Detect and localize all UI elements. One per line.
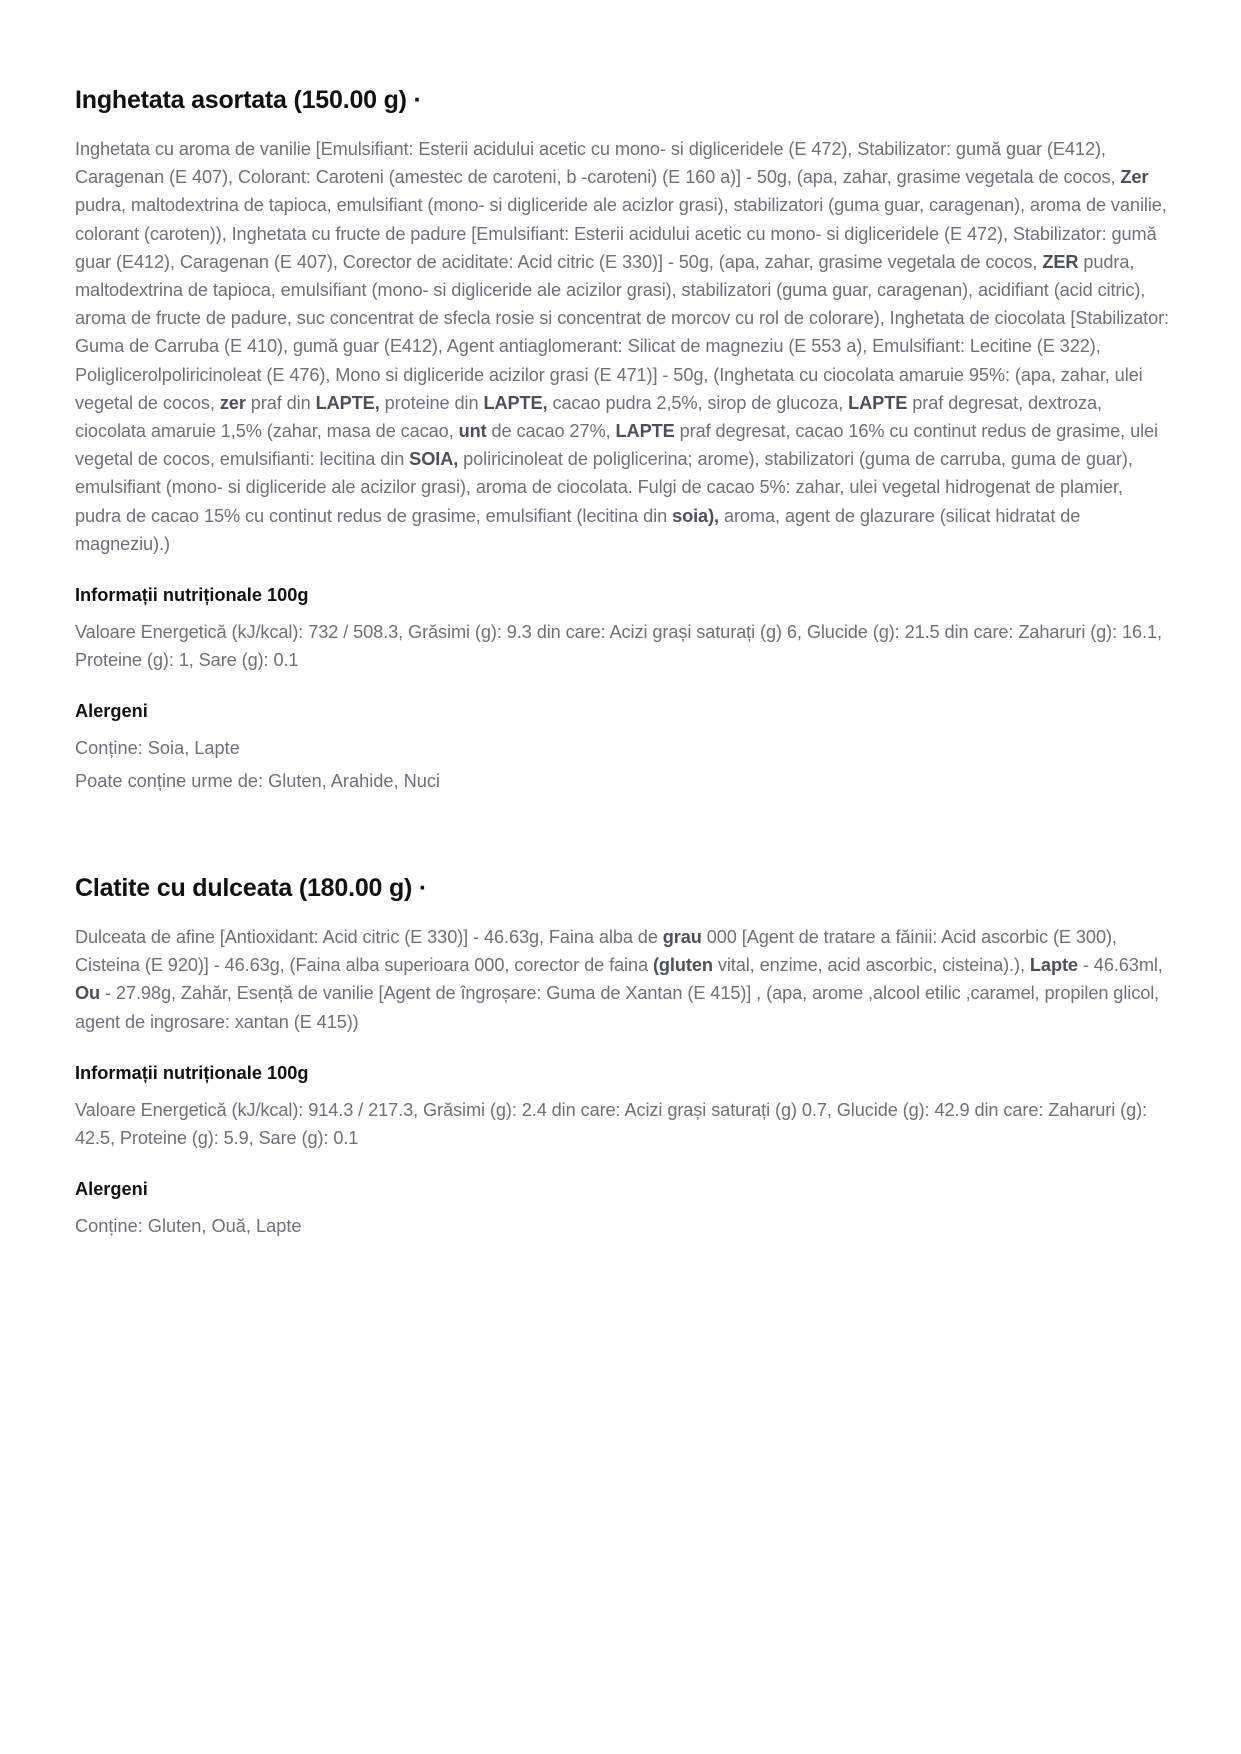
ingredients-text [75, 135, 1170, 558]
ingredient-segment: pudra, maltodextrina de tapioca, emulsifiant (mono- si digliceride ale acizlor grasi), stabilizatori (guma guar, caragenan), aroma de vanilie, colorant (caroten)), Inghetata cu fructe de padure [Emulsifiant: Esterii acidului acetic cu mono- si digliceridele (E 472), Stabilizator: gumă guar (E412), Caragenan (E 407), Corector de aciditate: Acid citric (E 330)] - 50g, (apa, zahar, grasime vegetala de cocos, [75, 195, 1167, 272]
ingredient-segment: cacao pudra 2,5%, sirop de glucoza, [547, 392, 849, 413]
ingredient-segment: - 46.63ml, [1077, 955, 1163, 976]
ingredient-segment: praf degresat, cacao 16% cu continut redus de grasime, ulei vegetal de cocos, emulsifianti: lecitina din [75, 421, 1158, 470]
ingredient-segment: de cacao 27%, [486, 421, 616, 442]
product-card-ice-cream [75, 80, 1170, 791]
allergen-highlight: LAPTE, [483, 392, 548, 413]
allergen-highlight: unt [458, 421, 487, 442]
allergen-highlight: (gluten [652, 955, 713, 976]
ingredient-segment: proteine din [379, 392, 484, 413]
nutrition-heading: Informații nutriționale 100g [75, 585, 309, 605]
allergens-heading: Alergeni [75, 1179, 148, 1199]
allergen-highlight: SOIA, [409, 449, 459, 470]
allergen-highlight: zer [219, 392, 246, 413]
allergen-highlight: grau [662, 927, 702, 947]
product-card-pancakes [75, 868, 1170, 1236]
allergen-highlight: Zer [1120, 167, 1149, 188]
ingredient-segment: praf din [245, 392, 316, 413]
allergen-highlight: Lapte [1029, 955, 1078, 976]
ingredient-segment: praf degresat, dextroza, ciocolata amaruie 1,5% (zahar, masa de cacao, [75, 392, 1102, 442]
allergen-highlight: soia), [672, 505, 719, 526]
allergens-contains: Conține: Gluten, Ouă, Lapte [75, 1216, 302, 1236]
allergen-highlight: ZER [1042, 251, 1079, 272]
allergen-highlight: LAPTE [615, 421, 675, 442]
ingredient-segment: pudra, maltodextrina de tapioca, emulsifiant (mono- si digliceride ale acizilor grasi), stabilizatori (guma guar, caragenan), acidifiant (acid citric), aroma de fructe de padure, suc concentrat de sfecla rosie si concentrat de morcov cu rol de colorare), Inghetata de ciocolata [Stabilizator: Guma de Carruba (E 410), gumă guar (E412), Agent antiaglomerant: Silicat de magneziu (E 553 a), Emulsifiant: Lecitine (E 322), Poliglicerolpoliricinoleat (E 476), Mono si digliceride acizilor grasi (E 471)] - 50g, (Inghetata cu ciocolata amaruie 95%: (apa, zahar, ulei vegetal de cocos, [75, 251, 1170, 413]
ingredient-segment: Dulceata de afine [Antioxidant: Acid citric (E 330)] - 46.63g, Faina alba de [75, 927, 663, 947]
product-title: Clatite cu dulceata (180.00 g) · [75, 874, 428, 902]
allergen-highlight: LAPTE, [315, 392, 380, 413]
ingredient-segment: Inghetata cu aroma de vanilie [Emulsifiant: Esterii acidului acetic cu mono- si digliceridele (E 472), Stabilizator: gumă guar (E412), Caragenan (E 407), Colorant: Caroteni (amestec de caroteni, b -caroteni) (E 160 a)] - 50g, (apa, zahar, grasime vegetala de cocos, [75, 139, 1121, 188]
ingredient-segment: - 27.98g, Zahăr, Esență de vanilie [Agent de îngroșare: Guma de Xantan (E 415)] , (apa, arome ,alcool etilic ,caramel, propilen glicol, agent de ingrosare: xantan (E 415)) [75, 983, 1160, 1032]
allergen-highlight: LAPTE [848, 392, 908, 413]
nutrition-text: Valoare Energetică (kJ/kcal): 914.3 / 217.3, Grăsimi (g): 2.4 din care: Acizi grași saturați (g) 0.7, Glucide (g): 42.9 din care: Zaharuri (g): 42.5, Proteine (g): 5.9, Sare (g): 0.1 [75, 1100, 1148, 1149]
allergens-heading: Alergeni [75, 701, 148, 721]
nutrition-heading: Informații nutriționale 100g [75, 1063, 309, 1083]
ingredient-segment: vital, enzime, acid ascorbic, cisteina).), [712, 955, 1030, 976]
allergens-contains: Conține: Soia, Lapte [75, 738, 240, 758]
allergens-may-contain: Poate conține urme de: Gluten, Arahide, Nuci [75, 771, 440, 791]
ingredients-text [75, 923, 1170, 1036]
ingredient-segment: aroma, agent de glazurare (silicat hidratat de magneziu).) [75, 505, 1081, 554]
allergen-highlight: Ou [75, 983, 101, 1004]
nutrition-text: Valoare Energetică (kJ/kcal): 732 / 508.3, Grăsimi (g): 9.3 din care: Acizi grași saturați (g) 6, Glucide (g): 21.5 din care: Zaharuri (g): 16.1, Proteine (g): 1, Sare (g): 0.1 [75, 622, 1162, 671]
ingredient-segment: poliricinoleat de poliglicerina; arome), stabilizatori (guma de carruba, guma de guar), emulsifiant (mono- si digliceride ale acizilor grasi), aroma de ciocolata. Fulgi de cacao 5%: zahar, ulei vegetal hidrogenat de plamier, pudra de cacao 15% cu continut redus de grasime, emulsifiant (lecitina din [75, 449, 1133, 526]
product-title: Inghetata asortata (150.00 g) · [75, 86, 422, 114]
ingredient-segment: 000 [Agent de tratare a făinii: Acid ascorbic (E 300), Cisteina (E 920)] - 46.63g, (Faina alba superioara 000, corector de faina [75, 927, 1117, 976]
